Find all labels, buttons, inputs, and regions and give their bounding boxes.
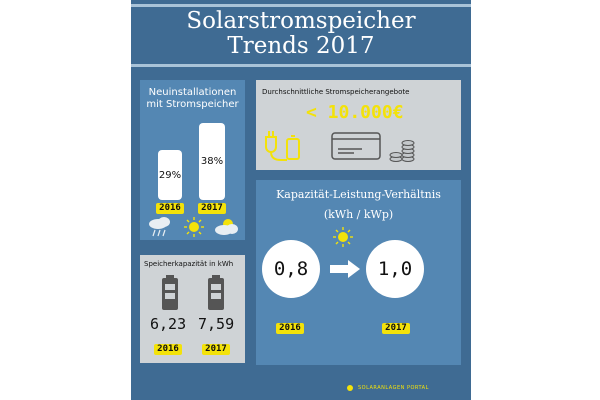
sun-icon: [184, 217, 204, 237]
ratio-unit: (kWh / kWp): [323, 208, 394, 221]
bar-2016-label: 29%: [158, 169, 182, 181]
ratio-year-2017: 2017: [382, 323, 410, 334]
offers-value: < 10.000€: [306, 102, 404, 123]
offers-title: Durchschnittliche Stromspeicherangebote: [262, 88, 410, 96]
ratio-card: [256, 180, 461, 365]
capacity-2017-value: 7,59: [198, 315, 235, 333]
title-line-2: Trends 2017: [227, 33, 375, 59]
ratio-2016-circle: [262, 240, 320, 298]
capacity-2016-value: 6,23: [150, 315, 187, 333]
capacity-year-2017: 2017: [202, 344, 230, 355]
plug-battery-icon: [266, 131, 299, 160]
ratio-2016-value: 0,8: [273, 258, 309, 280]
ratio-2017-value: 1,0: [377, 258, 413, 280]
arrow-right-icon: [330, 260, 360, 278]
battery-icon: [162, 275, 178, 310]
capacity-title: Speicherkapazität in kWh: [144, 260, 234, 268]
battery-icon: [208, 275, 224, 310]
installations-title-2: mit Stromspeicher: [146, 99, 239, 110]
logo-sun-icon: [345, 383, 355, 393]
title-divider: [131, 64, 471, 67]
capacity-year-2016: 2016: [154, 344, 182, 355]
bar-2017-label: 38%: [200, 156, 224, 167]
credit-card-icon: [332, 133, 380, 159]
sun-icon: [332, 226, 354, 248]
title-line-1: Solarstromspeicher: [186, 8, 416, 34]
offers-icons: [264, 125, 459, 165]
year-2016-badge: 2016: [156, 203, 184, 214]
ratio-2017-circle: [366, 240, 424, 298]
rain-cloud-icon: [149, 217, 170, 236]
installations-card: [140, 80, 245, 240]
logo-text: SOLARANLAGEN PORTAL: [358, 385, 429, 391]
installations-title-1: Neuinstallationen: [148, 87, 237, 98]
bar-2017: [199, 123, 225, 200]
capacity-card: [140, 255, 245, 363]
year-2017-badge: 2017: [198, 203, 226, 214]
top-divider: [131, 4, 471, 7]
sun-cloud-icon: [215, 219, 238, 235]
ratio-year-2016: 2016: [276, 323, 304, 334]
offers-card: [256, 80, 461, 170]
coins-icon: [390, 141, 414, 162]
brand-logo: [345, 383, 429, 393]
ratio-title: Kapazität-Leistung-Verhältnis: [276, 188, 441, 201]
battery-icons: [162, 275, 232, 311]
bar-2016: [158, 150, 182, 200]
infographic: [131, 0, 471, 400]
weather-icons: [146, 216, 241, 238]
